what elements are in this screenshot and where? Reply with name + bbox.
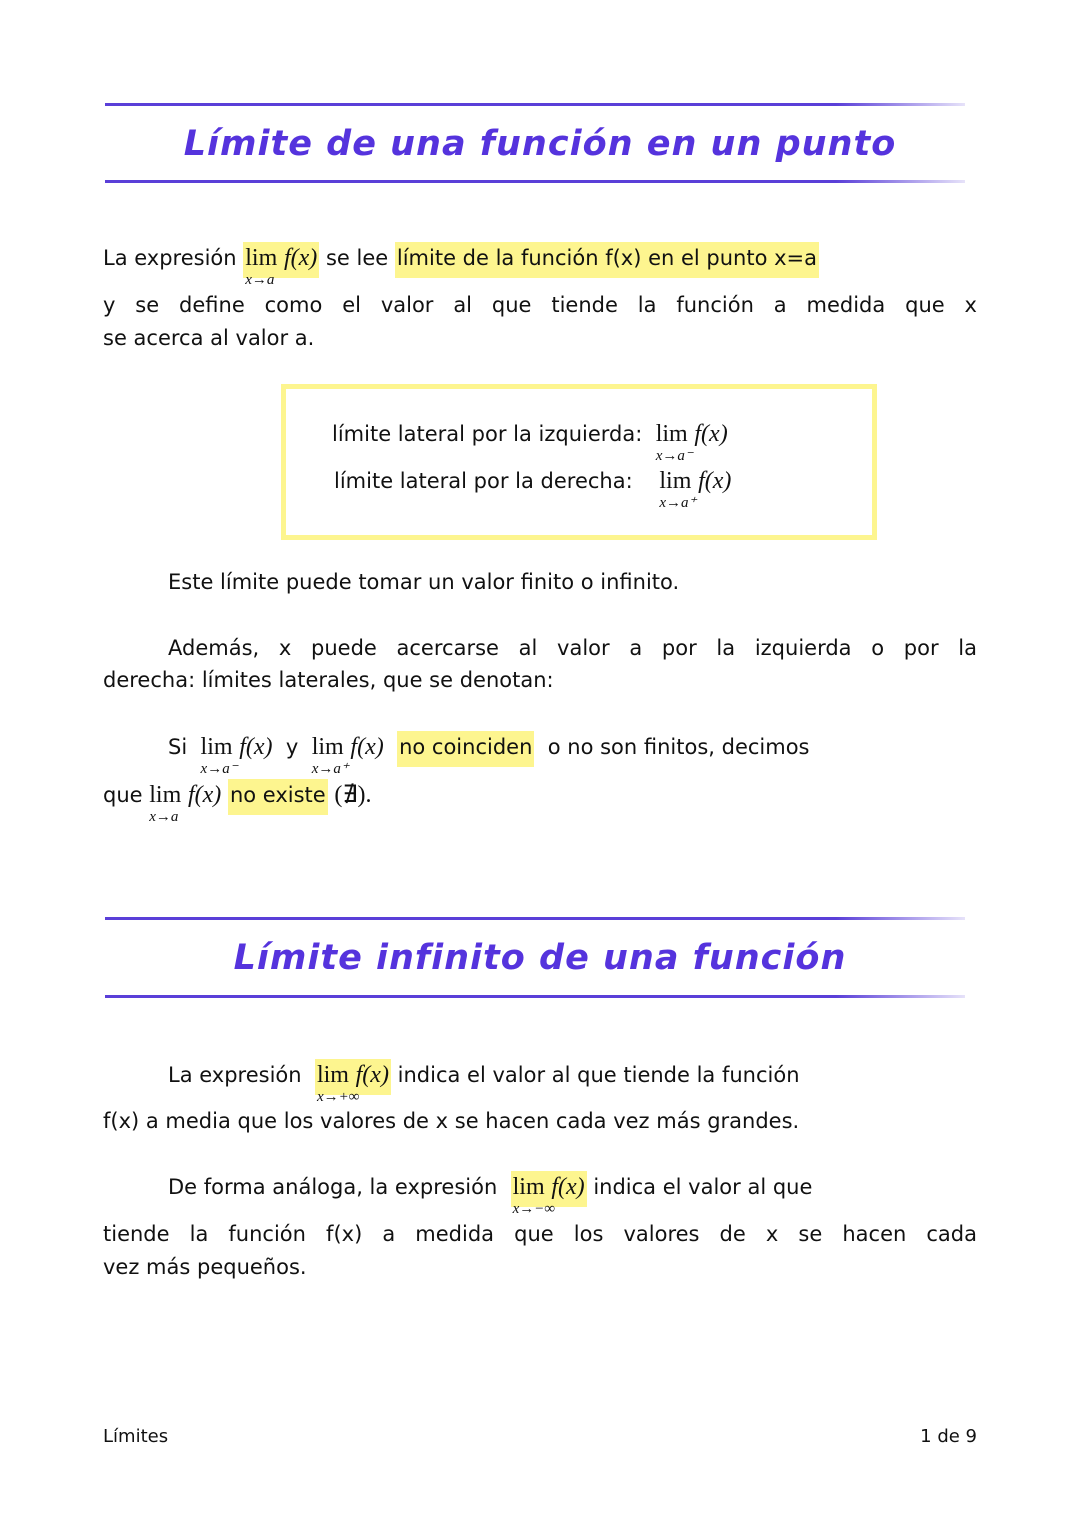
limit-expression: lim x→a — [245, 245, 278, 288]
section-title: Límite de una función en un punto — [183, 124, 897, 164]
paragraph-line: se acerca al valor a. — [103, 326, 315, 350]
paragraph-line: Este límite puede tomar un valor finito o infinito. — [168, 570, 680, 594]
highlighted-text: límite de la función f(x) en el punto x=a — [395, 242, 819, 278]
paragraph-line: De forma análoga, la expresión lim x→−∞ f(x) indica el valor al que — [168, 1172, 977, 1202]
paragraph-line: La expresión lim x→+∞ f(x) indica el valor al que tiende la función — [168, 1060, 977, 1090]
highlighted-text: no coinciden — [397, 731, 534, 767]
paragraph-line: que lim x→a f(x) no existe (∄). — [103, 780, 977, 810]
box-line: límite lateral por la derecha: lim x→a⁺ f(x) — [334, 468, 732, 511]
paragraph-line: f(x) a media que los valores de x se hacen cada vez más grandes. — [103, 1109, 800, 1133]
page-number: 1 de 9 — [920, 1426, 977, 1447]
highlighted-text: no existe — [228, 779, 328, 815]
box-line: límite lateral por la izquierda: lim x→a⁻ f(x) — [332, 421, 728, 464]
divider — [105, 103, 965, 106]
paragraph-line: y se define como el valor al que tiende la función a medida que x — [103, 293, 977, 317]
paragraph-line: Si lim x→a⁻ f(x) y lim x→a⁺ f(x) no coinciden o no son finitos, decimos — [168, 732, 977, 762]
text: La expresión — [103, 246, 237, 270]
paragraph-line: Además, x puede acercarse al valor a por la izquierda o por la — [168, 636, 977, 660]
paragraph-line: vez más pequeños. — [103, 1255, 307, 1279]
paragraph-line: derecha: límites laterales, que se denotan: — [103, 668, 554, 692]
text: se lee — [325, 246, 389, 270]
divider — [105, 180, 965, 183]
paragraph-line: La expresión lim x→a f(x) se lee límite de la función f(x) en el punto x=a — [103, 243, 977, 273]
paragraph-line: tiende la función f(x) a medida que los valores de x se hacen cada — [103, 1222, 977, 1246]
section-title: Límite infinito de una función — [233, 938, 847, 978]
footer-title: Límites — [103, 1426, 169, 1447]
divider — [105, 995, 965, 998]
lateral-limits-box — [281, 384, 877, 540]
divider — [105, 917, 965, 920]
